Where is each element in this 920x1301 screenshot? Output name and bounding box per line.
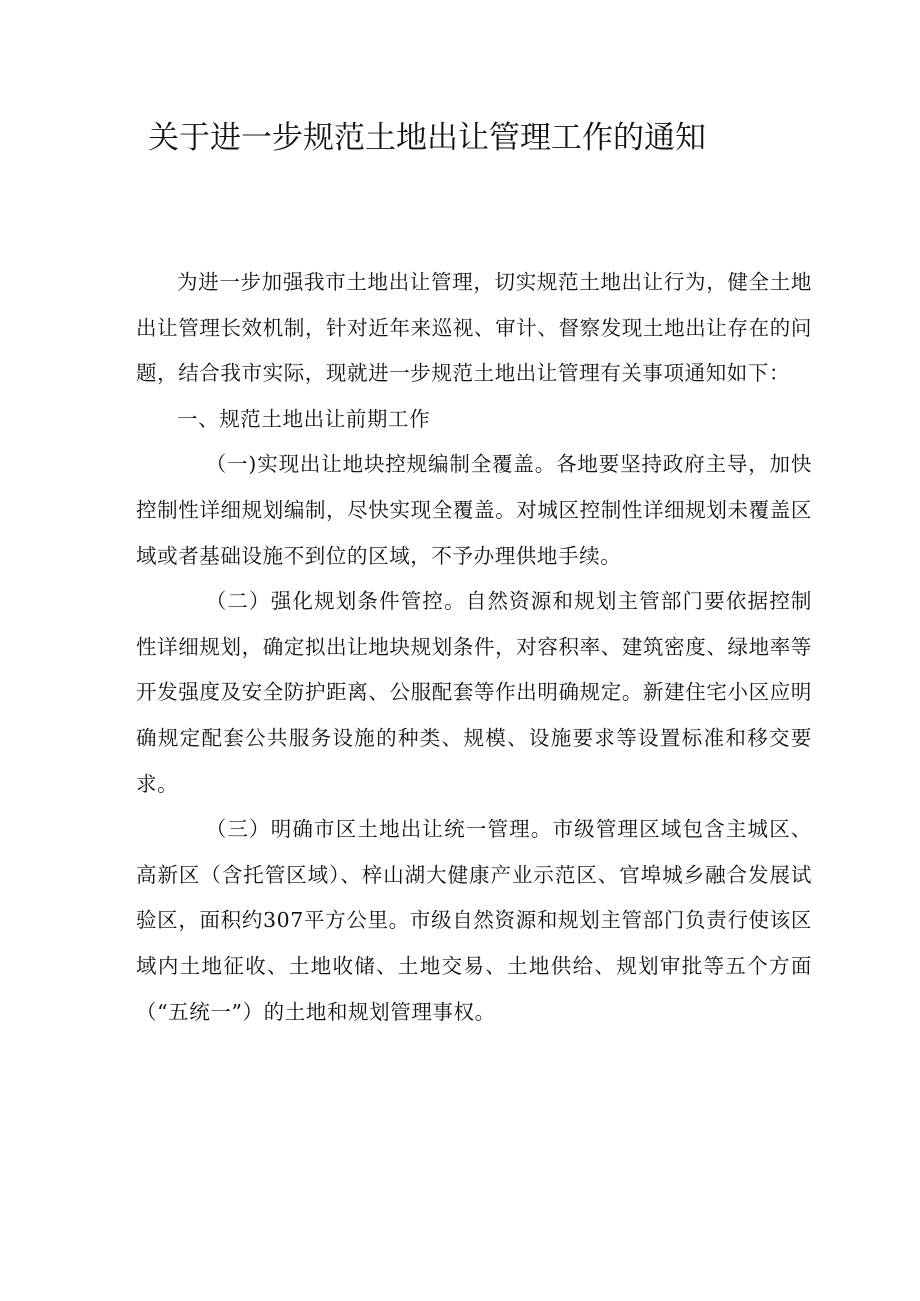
item-paragraph-2: （二）强化规划条件管控。自然资源和规划主管部门要依据控制性详细规划，确定拟出让地块规划条件，对容积率、建筑密度、绿地率等开发强度及安全防护距离、公服配套等作出明确规定。新建住宅小区应明确规定配套公共服务设施的种类、规模、设施要求等设置标准和移交要求。 [136,589,812,796]
item-paragraph-1: （一)实现出让地块控规编制全覆盖。各地要坚持政府主导，加快控制性详细规划编制，尽快实现全覆盖。对城区控制性详细规划未覆盖区域或者基础设施不到位的区域，不予办理供地手续。 [136,452,812,568]
item-paragraph-3: （三）明确市区土地出让统一管理。市级管理区域包含主城区、高新区（含托管区域）、梓山湖大健康产业示范区、官埠城乡融合发展试验区，面积约307平方公里。市级自然资源和规划主管部门负责行使该区域内土地征收、土地收储、土地交易、土地供给、规划审批等五个方面（“五统一”）的土地和规划管理事权。 [136,817,812,1024]
document-body [136,260,812,1035]
document-title: 关于进一步规范土地出让管理工作的通知 [148,120,706,156]
intro-paragraph: 为进一步加强我市土地出让管理，切实规范土地出让行为，健全土地出让管理长效机制，针对近年来巡视、审计、督察发现土地出让存在的问题，结合我市实际，现就进一步规范土地出让管理有关事项通知如下： [136,270,812,386]
section-heading-1: 一、规范土地出让前期工作 [177,406,431,431]
